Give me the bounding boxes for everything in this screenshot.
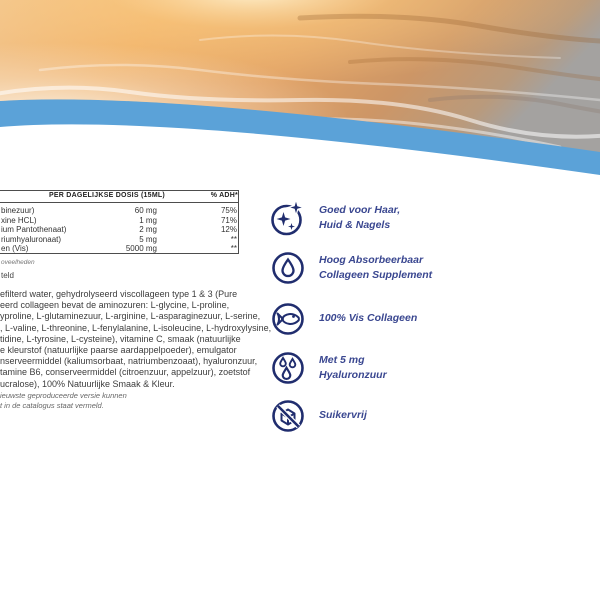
nutrient-name: xine HCL) [1,215,37,225]
nutrient-adh: ** [230,234,237,244]
ingredients-line: e kleurstof (natuurlijke paarse aardappelpoeder), emulgator [0,345,237,356]
benefit-label-line: Huid & Nagels [319,219,391,231]
sparkles-icon [267,197,309,239]
ingredients-line: yproline, L-glutaminezuur, L-arginine, L-asparaginezuur, L-serine, [0,311,261,322]
table-header-divider [0,202,239,203]
benefit-label-line: Goed voor Haar, [319,203,401,216]
ingredients-line: eerd collageen bevat de aminozuren: L-glycine, L-proline, [0,300,230,311]
benefit-label-line: 100% Vis Collageen [319,312,418,325]
hero-water-photo [0,0,600,200]
nutrient-amount: 60 mg [134,206,157,215]
fish-icon [267,298,309,340]
table-header-dose: PER DAGELIJKSE DOSIS (15ML) [48,192,166,199]
benefit-label-line: Hoog Absorbeerbaar [319,253,424,266]
benefit-label-line: Suikervrij [319,409,367,422]
benefit-label [319,353,387,384]
droplet-icon [267,247,309,289]
disclaimer-line: ieuwste geproduceerde versie kunnen [0,391,127,400]
benefit-item-sugar-free [267,395,367,437]
table-footnote-2: teld [1,271,14,280]
ingredients-text [0,289,271,390]
no-sugar-icon [267,395,309,437]
nutrient-amount: 5 mg [139,234,157,244]
nutrient-adh: ** [230,244,237,253]
nutrient-name: en (Vis) [1,244,29,253]
table-row [0,244,240,254]
nutrient-adh: 75% [220,206,237,215]
table-top-border [0,190,239,191]
drops-icon [267,347,309,389]
disclaimer-text [0,391,127,412]
table-row [0,216,240,226]
ingredients-line: nserveermiddel (kaliumsorbaat, natriumbenzoaat), hyaluronzuur, [0,356,258,367]
benefit-label-line: Hyaluronzuur [319,369,387,381]
table-header-adh: % ADH* [210,192,238,199]
table-row [0,225,240,235]
nutrient-amount: 5000 mg [125,244,157,253]
table-footnote-1: oveelheden [1,259,35,266]
nutrient-amount: 2 mg [139,225,157,234]
nutrient-adh: 71% [220,215,237,225]
ingredients-line: efilterd water, gehydrolyseerd viscollageen type 1 & 3 (Pure [0,289,238,299]
benefit-item-absorbable [267,247,432,289]
benefit-label-line: Collageen Supplement [319,269,433,281]
ingredients-line: tamine B6, conserveermiddel (citroenzuur, appelzuur), zoetstof [0,367,251,378]
benefit-item-fish-collagen [267,298,417,340]
benefit-item-hyaluronic [267,347,387,389]
nutrient-amount: 1 mg [139,215,157,225]
benefit-item-hair-skin-nails [267,197,400,239]
benefit-label [319,311,417,327]
benefit-label [319,203,400,234]
nutrient-name: riumhyaluronaat) [1,234,62,244]
ingredients-line: , L-valine, L-threonine, L-fenylalanine, L-isoleucine, L-hydroxylysine, [0,322,272,333]
disclaimer-line: t in de catalogus staat vermeld. [0,401,104,411]
table-row [0,235,240,245]
benefit-label-line: Met 5 mg [319,353,365,366]
benefit-label [319,253,432,284]
nutrient-adh: 12% [220,225,237,234]
nutrient-name: binezuur) [1,206,35,215]
benefit-label [319,408,367,424]
ingredients-line: tidine, L-tyrosine, L-cysteine), vitamine C, smaak (natuurlijke [0,333,241,344]
nutrient-name: ium Pantothenaat) [1,225,67,234]
ingredients-line: ucralose), 100% Natuurlijke Smaak & Kleur. [0,378,175,389]
table-row [0,206,240,216]
